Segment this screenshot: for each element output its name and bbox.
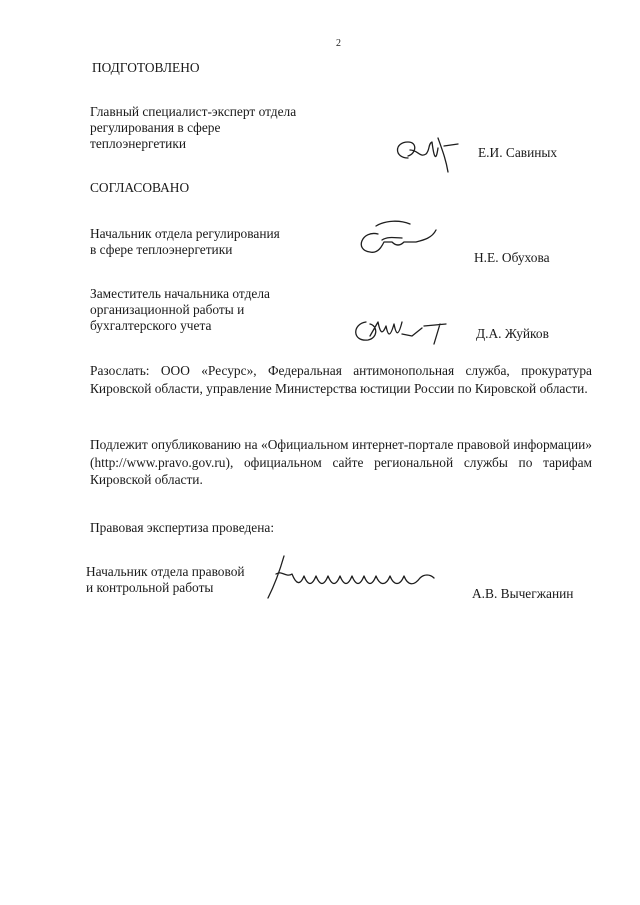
distribution-list: Разослать: ООО «Ресурс», Федеральная антимонопольная служба, прокуратура Кировской области, управление Министерства юстиции России по Кировской области. [90,363,592,396]
savinykh-signature-icon [388,128,468,176]
prepared-position-line-3: теплоэнергетики [90,136,187,151]
legal-review-name: А.В. Вычегжанин [472,586,574,601]
obukhova-signature-icon [352,216,448,264]
legal-review-position-line-1: Начальник отдела правовой [86,564,245,579]
signer-2-position-line-1: Заместитель начальника отдела [90,286,270,301]
agreed-heading: СОГЛАСОВАНО [90,180,190,195]
page-number: 2 [336,38,341,49]
prepared-heading: ПОДГОТОВЛЕНО [92,60,200,75]
legal-review-heading: Правовая экспертиза проведена: [90,520,275,535]
vychegzhanin-signature-icon [262,552,442,604]
signer-1-position-line-1: Начальник отдела регулирования [90,226,280,241]
zhuykov-signature-icon [348,306,460,350]
signer-1-position-line-2: в сфере теплоэнергетики [90,242,233,257]
prepared-position-line-2: регулирования в сфере [90,120,221,135]
signer-2-position-line-3: бухгалтерского учета [90,318,212,333]
signer-2-position-line-2: организационной работы и [90,302,245,317]
signer-1-name: Н.Е. Обухова [474,250,550,265]
legal-review-position-line-2: и контрольной работы [86,580,214,595]
signer-2-name: Д.А. Жуйков [476,326,549,341]
publication-notice: Подлежит опубликованию на «Официальном интернет-портале правовой информации» (http://www.pravo.gov.ru), официальном сайте региональной службы по тарифам Кировской области. [90,437,592,487]
prepared-position-line-1: Главный специалист-эксперт отдела [90,104,297,119]
prepared-name: Е.И. Савиных [478,145,558,160]
